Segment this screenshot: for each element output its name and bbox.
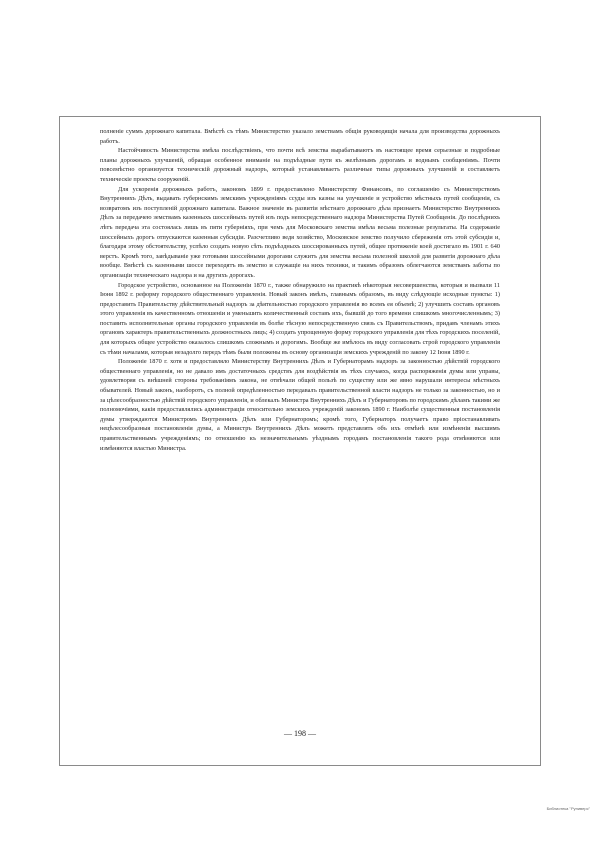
paragraph-city-structure: Городское устройство, основанное на Положеніи 1870 г., также обнаружило на практикѣ нѣкоторыя несовершенства, которыя и вызвали 11 Іюня 1892 г. реформу городского общественнаго управленія. Новый законъ имѣлъ, главнымъ образомъ, въ виду слѣдующіе исходные пункты: 1) предоставить Правительству дѣйствительный надзоръ за дѣятельностью городского управленія во всемъ ея объемѣ; 2) улучшить составъ органовъ этого управленія въ качественномъ отношеніи и уменьшить количественный составъ ихъ, бывшій до того времени слишкомъ многочисленнымъ; 3) поставить исполнительные органы городского управленія въ болѣе тѣсную непосредственную связь съ Правительствомъ, придавъ членамъ этихъ органовъ характеръ правительственныхъ должностныхъ лицъ; 4) создать упрощенную форму городского управленія для тѣхъ городскихъ поселеній, для которыхъ общее устройство оказалось слишкомъ сложнымъ и дорогимъ. Вообще же имѣлось въ виду согласовать строй городского управленія съ тѣми началами, которыя незадолго передъ тѣмъ были положены въ основу организаціи земскихъ учрежденій по закону 12 Іюня 1890 г. — [100, 281, 500, 356]
page-number: — 198 — — [284, 729, 316, 738]
paragraph-continuation: полненіе суммъ дорожнаго капитала. Вмѣстѣ съ тѣмъ Министерство указало земствамъ общія руководящія начала для производства дорожныхъ работъ. — [100, 128, 500, 145]
document-body — [100, 127, 500, 453]
paragraph-ministry-persistence: Настойчивость Министерства имѣла послѣдствіемъ, что почти всѣ земства вырабатываютъ въ настоящее время серьезные и подробные планы дорожныхъ улучшеній, обращая особенное вниманіе на подъѣздные пути къ желѣзнымъ дорогамъ и воднымъ сообщеніямъ. Почти повсемѣстно организуется техническій дорожный надзоръ, который устанавливаетъ различные типы дорожныхъ улучшеній и составляетъ техническіе проекты сооруженій. — [100, 147, 500, 183]
paragraph-road-works-acceleration: Для ускоренія дорожныхъ работъ, закономъ 1899 г. предоставлено Министерству Финансовъ, по соглашенію съ Министерствомъ Внутреннихъ Дѣлъ, выдавать губернскимъ земскимъ учрежденіямъ ссуды изъ казны на улучшеніе и устройство мѣстныхъ путей сообщенія, съ возвратомъ изъ поступленій дорожнаго капитала. Важное значеніе въ развитіи мѣстнаго дорожнаго дѣла признаетъ Министерство Внутреннихъ Дѣлъ за передачею земствамъ казенныхъ шоссейныхъ путей изъ подъ непосредственнаго надзора Министерства Путей Сообщенія. До послѣднихъ лѣтъ передача эта состоялась лишь въ пяти губерніяхъ, при чемъ для Московскаго земства имѣла весьма полезные результаты. На содержаніе шоссейныхъ дорогъ отпускаются казенныя субсидіи. Разсчетливо ведя хозяйство, Московское земство получило сбереженія отъ этой субсидіи и, благодаря этому обстоятельству, успѣло создать новую сѣть подъѣздныхъ шоссированныхъ путей, общее протяженіе коей достигало въ 1901 г. 640 верстъ. Кромѣ того, завѣдываніе уже готовыми шоссейными дорогами служитъ для земства весьма полезной школой для развитія дорожнаго дѣла вообще. Вмѣстѣ съ казенными шоссе переходятъ въ земство и служащіе на нихъ техники, и такимъ образомъ облегчаются земствамъ заботы по организаціи техническаго надзора и на другихъ дорогахъ. — [100, 185, 500, 279]
paragraph-regulation-1870: Положеніе 1870 г. хотя и предоставляло Министерству Внутреннихъ Дѣлъ и Губернаторамъ надзоръ за законностью дѣйствій городского общественнаго управленія, но не давало имъ достаточныхъ средствъ для воздѣйствія въ тѣхъ случаяхъ, когда распоряженія думы или управы, удовлетворяя съ внѣшней стороны требованіямъ закона, не отвѣчали общей пользѣ по существу или же явно нарушали интересы мѣстныхъ обывателей. Новый законъ, наоборотъ, съ полной опредѣленностью передавалъ правительственной власти надзоръ не только за законностью, но и за цѣлесообразностью дѣйствій городского управленія, и облекалъ Министра Внутреннихъ Дѣлъ и Губернаторовъ по городскимъ дѣламъ такими же полномочіями, какія предоставлялись администраціи относительно земскихъ учрежденій закономъ 1890 г. Наиболѣе существенныя постановленія думы утверждаются Министромъ Внутреннихъ Дѣлъ или Губернаторомъ; кромѣ того, Губернаторъ получаетъ право пріостанавливать нецѣлесообразныя постановленія думы, а Министръ Внутреннихъ Дѣлъ можетъ представлять объ ихъ отмѣнѣ или измѣненіи высшимъ правительственнымъ учрежденіямъ; по отношенію къ незначительнымъ уѣзднымъ городамъ постановленія такого рода отмѣняются или измѣняются властью Министра. — [100, 358, 500, 452]
library-watermark: Библиотека "Руниверс" — [546, 806, 590, 811]
